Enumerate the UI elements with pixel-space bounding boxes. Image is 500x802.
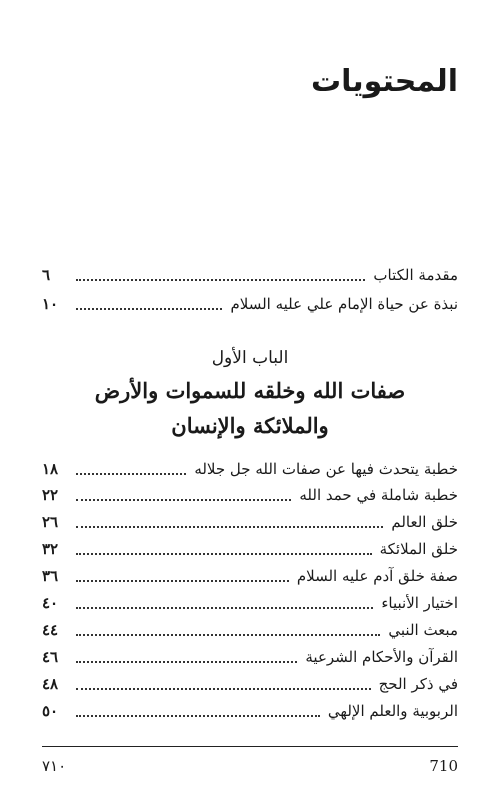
toc-entry — [42, 590, 458, 616]
toc-entry — [42, 482, 458, 508]
toc-entry — [42, 509, 458, 535]
toc-entry-page: ٤٦ — [42, 648, 59, 666]
toc-entry-label: في ذكر الحج — [378, 675, 458, 693]
toc-entry — [42, 671, 458, 697]
dot-leader — [76, 687, 371, 690]
chapter-subtitle-line1: صفات الله وخلقه للسموات والأرض — [94, 378, 406, 403]
toc-entry-page: ٤٤ — [42, 621, 59, 639]
toc-entry — [42, 563, 458, 589]
toc-entry-label: الربوبية والعلم الإلهي — [327, 702, 458, 720]
toc-entry-label: خلق العالم — [391, 513, 458, 531]
dot-leader — [76, 633, 380, 636]
toc-entry-page: ٣٢ — [42, 540, 59, 558]
toc-entry-page: ٢٢ — [42, 486, 59, 504]
toc-entry-label: خطبة يتحدث فيها عن صفات الله جل جلاله — [194, 460, 458, 478]
toc-entry-page: ٤٨ — [42, 675, 59, 693]
arabic-page-number: ٧١٠ — [42, 757, 67, 775]
toc-entry-page: ٣٦ — [42, 567, 59, 585]
dot-leader — [76, 579, 289, 582]
dot-leader — [76, 606, 373, 609]
dot-leader — [76, 714, 320, 717]
toc-entry-biography — [42, 291, 458, 317]
toc-entry-label: مقدمة الكتاب — [373, 266, 458, 284]
dot-leader — [76, 307, 222, 310]
toc-entry-label: خلق الملائكة — [379, 540, 458, 558]
toc-entry — [42, 456, 458, 482]
dot-leader — [76, 498, 291, 501]
toc-entry-label: صفة خلق آدم عليه السلام — [296, 567, 458, 585]
toc-entry-label: خطبة شاملة في حمد الله — [299, 486, 458, 504]
footer-rule — [42, 746, 458, 747]
dot-leader — [76, 660, 297, 663]
page-number: 710 — [429, 757, 458, 775]
toc-entry-page: ٥٠ — [42, 702, 59, 720]
toc-entry-label: نبذة عن حياة الإمام علي عليه السلام — [230, 295, 458, 313]
toc-entry — [42, 698, 458, 724]
dot-leader — [76, 525, 383, 528]
toc-entry-label: مبعث النبي — [388, 621, 458, 639]
toc-entry-page: ١٠ — [42, 295, 59, 313]
toc-entry — [42, 644, 458, 670]
toc-entry — [42, 536, 458, 562]
chapter-subtitle-line2: والملائكة والإنسان — [171, 413, 329, 438]
toc-entry-page: ١٨ — [42, 460, 59, 478]
chapter-heading: الباب الأول — [211, 348, 289, 368]
dot-leader — [76, 552, 372, 555]
toc-entry-page: ٦ — [42, 266, 51, 284]
toc-entry-page: ٢٦ — [42, 513, 59, 531]
toc-entry-label: اختيار الأنبياء — [381, 594, 458, 612]
toc-entry-page: ٤٠ — [42, 594, 59, 612]
dot-leader — [76, 472, 186, 475]
toc-entry — [42, 617, 458, 643]
toc-entry-label: القرآن والأحكام الشرعية — [305, 648, 458, 666]
page-title: المحتويات — [310, 64, 458, 99]
dot-leader — [76, 278, 365, 281]
toc-entry-intro — [42, 262, 458, 288]
